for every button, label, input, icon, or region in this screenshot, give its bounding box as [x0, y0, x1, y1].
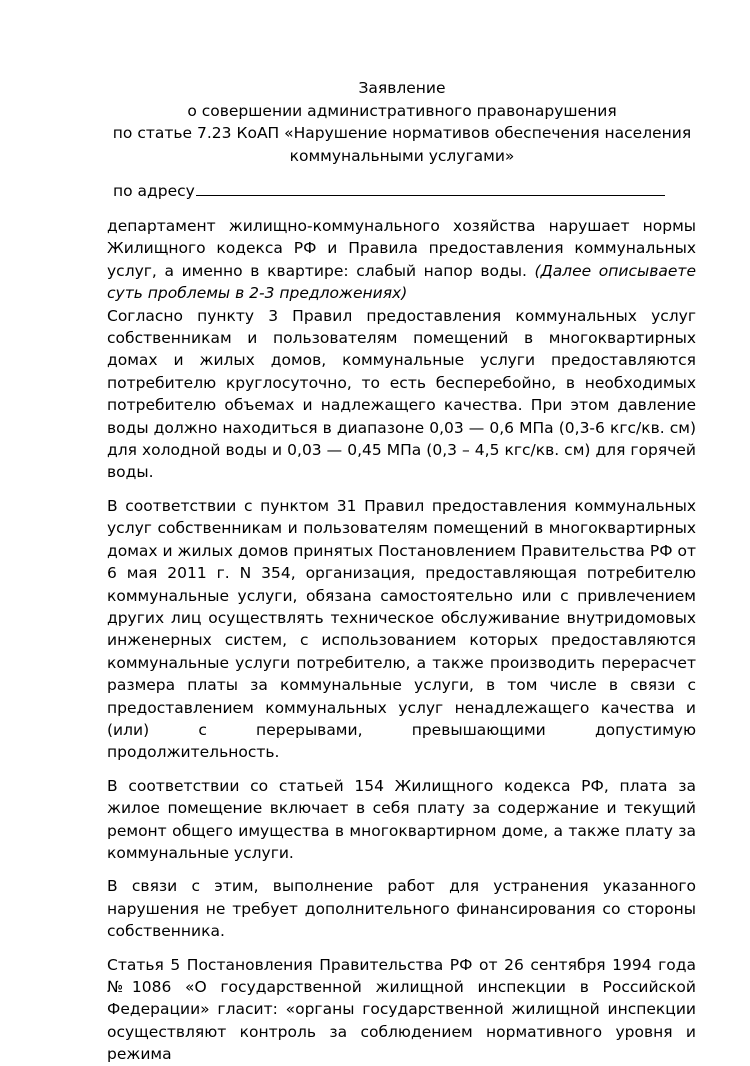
instruction-note: (Далее описываете суть проблемы в 2-3 предложениях)	[107, 261, 696, 303]
title-line: по статье 7.23 КоАП «Нарушение нормативов обеспечения населения	[112, 124, 692, 142]
paragraph: В соответствии со статьей 154 Жилищного кодекса РФ, плата за жилое помещение включает в себя плату за содержание и текущий ремонт общего имущества в многоквартирном доме, а также плату за коммунальные услуги.	[107, 776, 696, 862]
document-body	[107, 215, 696, 1066]
paragraph: В связи с этим, выполнение работ для устранения указанного нарушения не требует дополнительного финансирования со стороны собственника.	[107, 877, 696, 941]
address-label: по адресу	[113, 182, 195, 200]
paragraph-text: департамент жилищно-коммунального хозяйства нарушает нормы Жилищного кодекса РФ и Правила предоставления коммунальных услуг, а именно в квартире: слабый напор воды.	[107, 217, 696, 280]
paragraph: Согласно пункту 3 Правил предоставления коммунальных услуг собственникам и пользователям помещений в многоквартирных домах и жилых домов, коммунальные услуги предоставляются потребителю круглосуточно, то есть бесперебойно, в необходимых потребителю объемах и надлежащего качества. При этом давление воды должно находиться в диапазоне 0,03 — 0,6 МПа (0,3-6 кгс/кв. см) для холодной воды и 0,03 — 0,45 МПа (0,3 – 4,5 кгс/кв. см) для горячей воды.	[107, 306, 696, 482]
document-title	[107, 77, 697, 167]
title-line: Заявление	[358, 79, 446, 97]
title-line: коммунальными услугами»	[289, 146, 515, 165]
title-line: о совершении административного правонарушения	[187, 101, 617, 120]
paragraph: В соответствии с пунктом 31 Правил предоставления коммунальных услуг собственникам и пользователям помещений в многоквартирных домах и жилых домов принятых Постановлением Правительства РФ от 6 мая 2011 г. N 354, организация, предоставляющая потребителю коммунальные услуги, обязана самостоятельно или с привлечением других лиц осуществлять техническое обслуживание внутридомовых инженерных систем, с использованием которых предоставляются коммунальные услуги потребителю, а также производить перерасчет размера платы за коммунальные услуги, в том числе в связи с предоставлением коммунальных услуг ненадлежащего качества и (или) с перерывами, превышающими допустимую продолжительность.	[107, 496, 696, 762]
paragraph	[107, 215, 696, 305]
paragraph: Статья 5 Постановления Правительства РФ от 26 сентября 1994 года №1086 «О государственной жилищной инспекции в Российской Федерации» гласит: «органы государственной жилищной инспекции осуществляют контроль за соблюдением нормативного уровня и режима	[107, 955, 696, 1064]
address-line	[113, 180, 665, 202]
address-blank	[196, 181, 665, 196]
